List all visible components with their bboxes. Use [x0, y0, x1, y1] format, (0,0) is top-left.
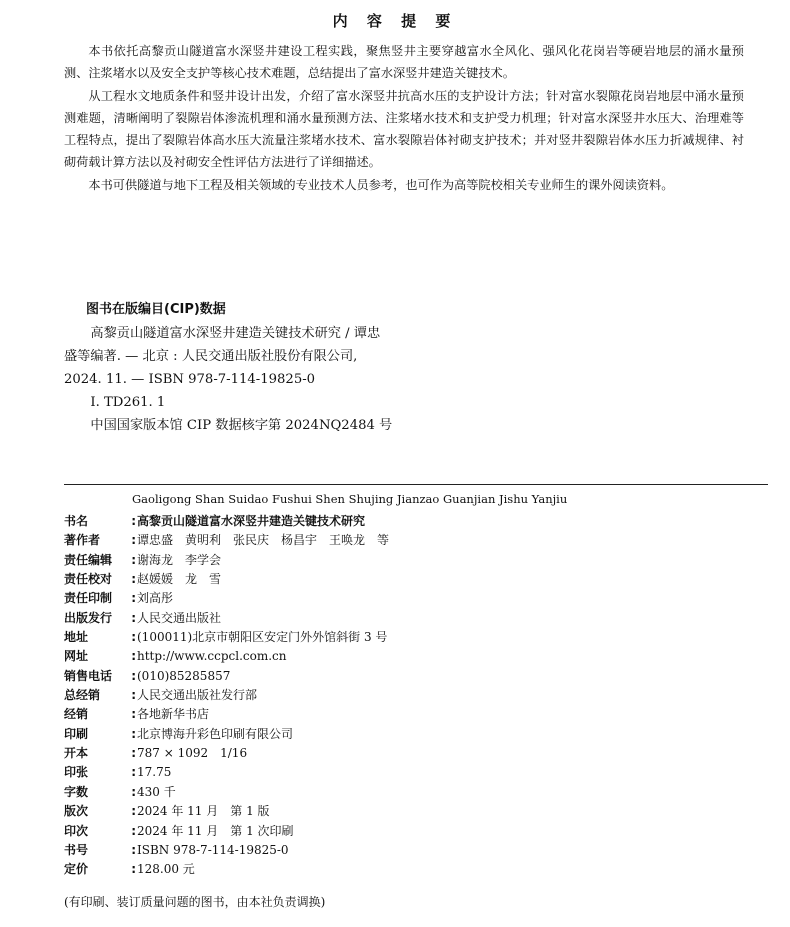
- info-row-authors: [64, 531, 389, 550]
- publication-info: [64, 512, 389, 880]
- info-label: 总经销 :: [64, 688, 136, 703]
- summary-body: [64, 40, 744, 196]
- info-value: 2024 年 11 月 第 1 版: [137, 804, 270, 819]
- info-value: http://www.ccpcl.com.cn: [137, 649, 287, 664]
- info-value: 高黎贡山隧道富水深竖井建造关键技术研究: [137, 514, 366, 528]
- info-label: 开本 :: [64, 746, 136, 761]
- info-row-edition: [64, 802, 389, 821]
- info-label: 版次 :: [64, 804, 136, 819]
- info-label: 书名 :: [64, 514, 136, 528]
- info-row-retailer: [64, 705, 389, 724]
- pinyin-title: Gaoligong Shan Suidao Fushui Shen Shujing Jianzao Guanjian Jishu Yanjiu: [132, 492, 568, 506]
- info-value: 谢海龙 李学会: [137, 552, 222, 567]
- info-row-price: [64, 860, 389, 879]
- info-label: 销售电话 :: [64, 668, 136, 683]
- info-label: 经销 :: [64, 707, 136, 722]
- summary-paragraph: 从工程水文地质条件和竖井设计出发，介绍了富水深竖井抗高水压的支护设计方法；针对富水裂隙花岗岩地层中涌水量预测难题，清晰阐明了裂隙岩体渗流机理和涌水量预测方法、注浆堵水技术和支护受力机理；针对富水深竖井水压大、治理难等工程特点，提出了裂隙岩体高水压大流量注浆堵水技术、富水裂隙岩体衬砌支护技术；并对竖井裂隙岩体水压力折减规律、衬砌荷载计算方法以及衬砌安全性评估方法进行了详细描述。: [64, 88, 744, 170]
- info-label: 地址 :: [64, 630, 136, 645]
- info-label: 印张 :: [64, 765, 136, 780]
- info-value: 赵媛媛 龙 雪: [137, 572, 222, 587]
- cip-block: [64, 322, 484, 437]
- info-label: 字数 :: [64, 784, 136, 799]
- info-row-website: [64, 647, 389, 666]
- info-row-format: [64, 744, 389, 763]
- info-value: 人民交通出版社发行部: [137, 688, 258, 703]
- info-row-editor: [64, 551, 389, 570]
- info-label: 著作者 :: [64, 533, 136, 548]
- cip-heading: 图书在版编目(CIP)数据: [86, 302, 226, 317]
- info-value: 刘高彤: [137, 591, 174, 606]
- info-row-distributor: [64, 686, 389, 705]
- info-label: 责任编辑 :: [64, 552, 136, 567]
- cip-line: 盛等编著. — 北京 : 人民交通出版社股份有限公司,: [64, 349, 358, 364]
- info-label: 定价 :: [64, 862, 136, 877]
- info-value: 北京博海升彩色印刷有限公司: [137, 726, 294, 741]
- info-row-publisher: [64, 609, 389, 628]
- info-row-printing: [64, 822, 389, 841]
- cip-line: 高黎贡山隧道富水深竖井建造关键技术研究 / 谭忠: [90, 326, 381, 341]
- quality-note: (有印刷、装订质量问题的图书，由本社负责调换): [64, 895, 326, 909]
- info-value: 430 千: [137, 784, 176, 799]
- info-label: 责任印制 :: [64, 591, 136, 606]
- summary-paragraph: 本书可供隧道与地下工程及相关领域的专业技术人员参考，也可作为高等院校相关专业师生的课外阅读资料。: [88, 177, 674, 192]
- info-row-sheets: [64, 763, 389, 782]
- info-value: 2024 年 11 月 第 1 次印刷: [137, 823, 294, 838]
- info-value: 17.75: [137, 765, 172, 780]
- info-value: 人民交通出版社: [137, 610, 222, 625]
- summary-title: 内 容 提 要: [332, 12, 458, 30]
- summary-paragraph: 本书依托高黎贡山隧道富水深竖井建设工程实践，聚焦竖井主要穿越富水全风化、强风化花岗岩等硬岩地层的涌水量预测、注浆堵水以及安全支护等核心技术难题，总结提出了富水深竖井建造关键技术。: [64, 44, 744, 81]
- info-row-print-supervisor: [64, 589, 389, 608]
- info-value: (010)85285857: [137, 668, 231, 683]
- info-row-isbn: [64, 841, 389, 860]
- info-row-printer: [64, 725, 389, 744]
- info-row-proofreader: [64, 570, 389, 589]
- cip-line: 中国国家版本馆 CIP 数据核字第 2024NQ2484 号: [90, 418, 393, 433]
- info-label: 网址 :: [64, 649, 136, 664]
- info-value: 谭忠盛 黄明利 张民庆 杨昌宇 王唤龙 等: [137, 533, 390, 548]
- info-value: 各地新华书店: [137, 707, 210, 722]
- divider: [64, 484, 768, 485]
- info-row-address: [64, 628, 389, 647]
- info-value: 787 × 1092 1/16: [137, 746, 248, 761]
- info-label: 书号 :: [64, 842, 136, 857]
- info-value: 128.00 元: [137, 862, 195, 877]
- info-label: 印次 :: [64, 823, 136, 838]
- info-label: 责任校对 :: [64, 572, 136, 587]
- info-label: 印刷 :: [64, 726, 136, 741]
- info-row-title: [64, 512, 389, 531]
- info-value: (100011)北京市朝阳区安定门外外馆斜街 3 号: [137, 630, 388, 645]
- cip-line: Ⅰ. TD261. 1: [90, 395, 166, 410]
- info-value: ISBN 978-7-114-19825-0: [137, 842, 289, 857]
- info-row-word-count: [64, 783, 389, 802]
- cip-line: 2024. 11. — ISBN 978-7-114-19825-0: [64, 372, 316, 387]
- info-row-sales-phone: [64, 667, 389, 686]
- info-label: 出版发行 :: [64, 610, 136, 625]
